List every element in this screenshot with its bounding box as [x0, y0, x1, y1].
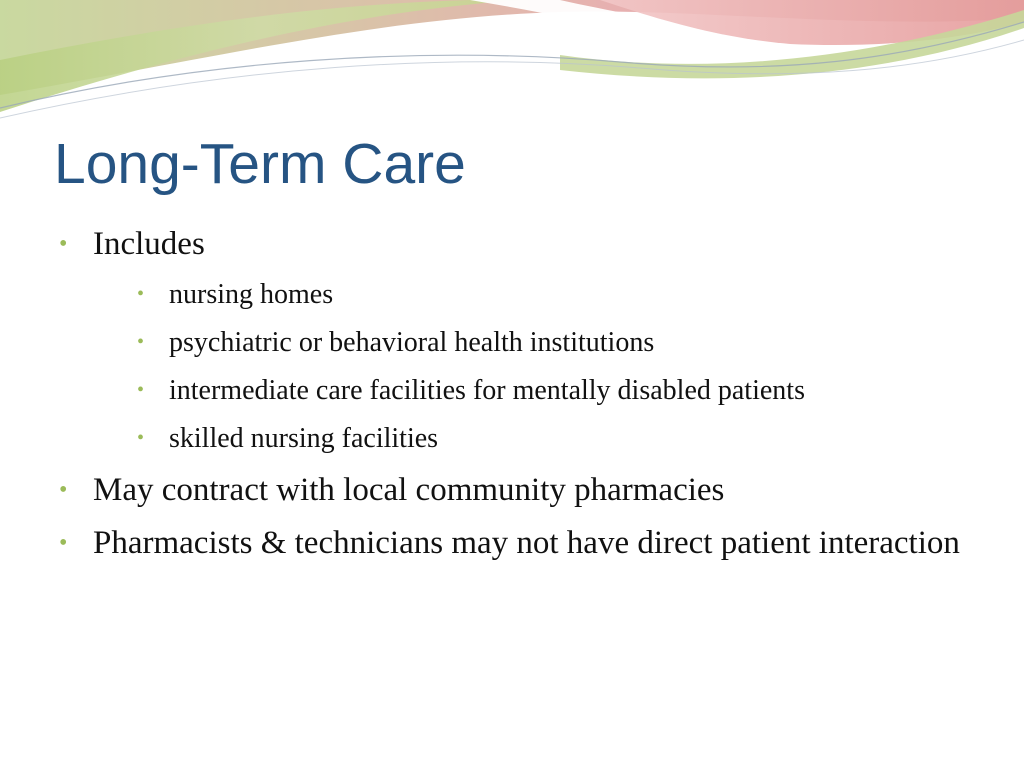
sub-bullet-text: skilled nursing facilities	[169, 423, 439, 454]
bullet-text: May contract with local community pharmacies	[93, 472, 725, 508]
slide-body	[58, 223, 998, 575]
header-wave-decoration	[0, 0, 1024, 130]
sub-bullet-text: intermediate care facilities for mentally disabled patients	[169, 375, 805, 406]
bullet-item-interaction	[58, 522, 998, 565]
bullet-item-contract	[58, 469, 998, 512]
sub-bullet-item	[93, 322, 998, 363]
bullet-text: Pharmacists & technicians may not have direct patient interaction	[93, 525, 960, 561]
sub-bullet-text: nursing homes	[169, 279, 334, 310]
bullet-item-includes	[58, 223, 998, 459]
bullet-dot-icon: •	[59, 477, 68, 503]
bullet-text: Includes	[93, 226, 205, 262]
sub-bullet-text: psychiatric or behavioral health institutions	[169, 327, 655, 358]
bullet-list	[58, 223, 998, 565]
sub-bullet-dot-icon: •	[137, 283, 145, 305]
sub-bullet-dot-icon: •	[137, 331, 145, 353]
sub-bullet-item	[93, 370, 998, 411]
sub-bullet-list	[93, 274, 998, 459]
sub-bullet-item	[93, 274, 998, 315]
slide-title: Long-Term Care	[54, 132, 466, 196]
sub-bullet-dot-icon: •	[137, 379, 145, 401]
bullet-dot-icon: •	[59, 231, 68, 257]
bullet-dot-icon: •	[59, 530, 68, 556]
sub-bullet-item	[93, 418, 998, 459]
sub-bullet-dot-icon: •	[137, 427, 145, 449]
